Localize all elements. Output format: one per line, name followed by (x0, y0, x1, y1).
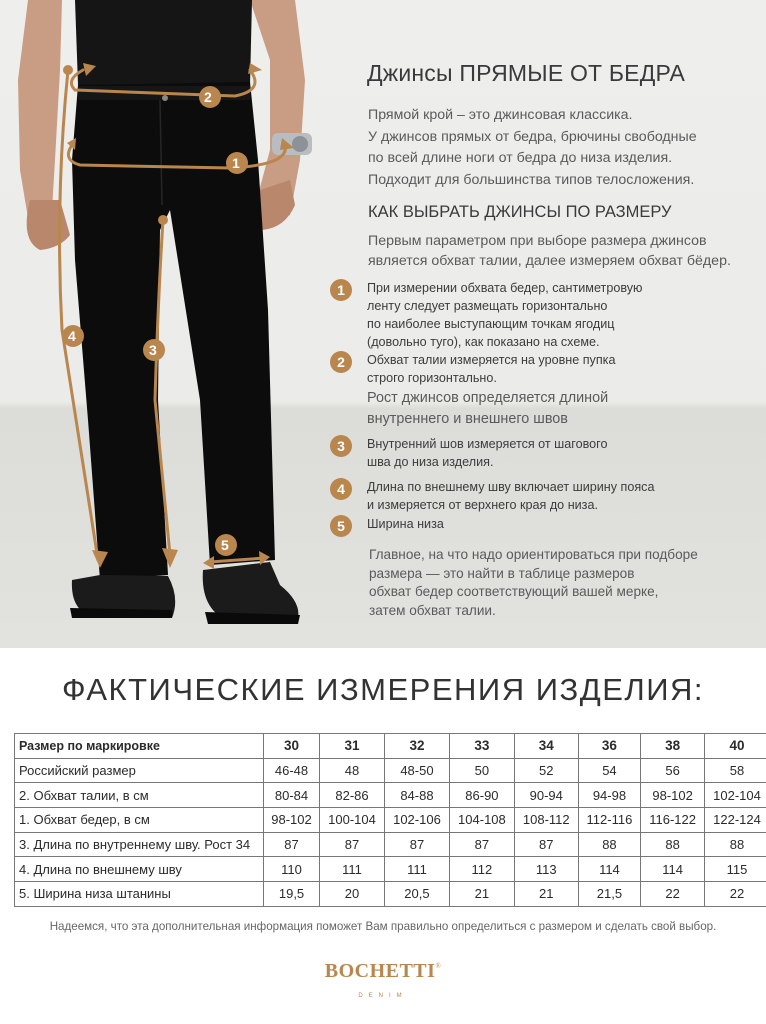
step-line: строго горизонтально. (367, 371, 497, 385)
table-cell: 54 (578, 758, 641, 783)
table-cell: 48-50 (384, 758, 449, 783)
info-panel (330, 0, 766, 648)
brand-logo (0, 960, 766, 983)
header-cell: 30 (264, 734, 320, 759)
table-cell: 88 (641, 832, 705, 857)
table-cell: 102-104 (704, 783, 766, 808)
number-badge: 4 (330, 478, 352, 500)
header-cell: 40 (704, 734, 766, 759)
table-cell: 48 (320, 758, 385, 783)
step-line: При измерении обхвата бедер, сантиметровую (367, 281, 643, 295)
table-cell: 21,5 (578, 882, 641, 907)
table-cell: 111 (384, 857, 449, 882)
table-cell: 86-90 (449, 783, 514, 808)
size-table (14, 733, 766, 907)
header-cell: Размер по маркировке (15, 734, 264, 759)
row-label: 1. Обхват бедер, в см (15, 808, 264, 833)
marker-2: 2 (204, 89, 212, 105)
step-text (367, 279, 642, 351)
table-row (15, 783, 766, 808)
final-advice (369, 546, 698, 620)
table-cell: 52 (514, 758, 578, 783)
table-cell: 104-108 (449, 808, 514, 833)
lead-line: является обхват талии, далее измеряем обхват бёдер. (368, 253, 731, 269)
intro-line: У джинсов прямых от бедра, брючины свободные (368, 128, 697, 145)
table-cell: 87 (384, 832, 449, 857)
table-cell: 116-122 (641, 808, 705, 833)
row-label: Российский размер (15, 758, 264, 783)
table-cell: 22 (641, 882, 705, 907)
header-cell: 34 (514, 734, 578, 759)
table-cell: 113 (514, 857, 578, 882)
step-text (367, 435, 607, 471)
header-cell: 33 (449, 734, 514, 759)
table-cell: 111 (320, 857, 385, 882)
intro-text (368, 105, 697, 191)
table-cell: 88 (578, 832, 641, 857)
table-row (15, 882, 766, 907)
table-cell: 122-124 (704, 808, 766, 833)
table-cell: 84-88 (384, 783, 449, 808)
step-3 (330, 435, 607, 471)
table-cell: 112 (449, 857, 514, 882)
final-line: размера — это найти в таблице размеров (369, 565, 635, 581)
table-row (15, 808, 766, 833)
height-note (367, 388, 608, 430)
header-cell: 36 (578, 734, 641, 759)
row-label: 2. Обхват талии, в см (15, 783, 264, 808)
step-text (367, 351, 615, 387)
header-cell: 38 (641, 734, 705, 759)
table-cell: 21 (449, 882, 514, 907)
step-line: ленту следует размещать горизонтально (367, 299, 608, 313)
step-line: Длина по внешнему шву включает ширину пояса (367, 480, 655, 494)
row-label: 3. Длина по внутреннему шву. Рост 34 (15, 832, 264, 857)
step-text (367, 478, 654, 514)
table-cell: 100-104 (320, 808, 385, 833)
step-1 (330, 279, 642, 351)
table-cell: 46-48 (264, 758, 320, 783)
row-label: 4. Длина по внешнему шву (15, 857, 264, 882)
number-badge: 1 (330, 279, 352, 301)
header-cell: 31 (320, 734, 385, 759)
table-row (15, 857, 766, 882)
table-cell: 56 (641, 758, 705, 783)
mid-line: внутреннего и внешнего швов (367, 411, 568, 427)
table-row (15, 758, 766, 783)
table-cell: 20,5 (384, 882, 449, 907)
table-cell: 20 (320, 882, 385, 907)
table-cell: 114 (578, 857, 641, 882)
table-cell: 98-102 (264, 808, 320, 833)
number-badge: 5 (330, 515, 352, 537)
marker-4: 4 (68, 328, 76, 344)
brand-subtitle: DENIM (358, 993, 408, 999)
table-cell: 22 (704, 882, 766, 907)
intro-line: по всей длине ноги от бедра до низа изделия. (368, 150, 673, 166)
intro-line: Прямой крой – это джинсовая классика. (368, 107, 633, 123)
lead-text (368, 231, 731, 271)
number-badge: 3 (330, 435, 352, 457)
table-cell: 108-112 (514, 808, 578, 833)
table-cell: 21 (514, 882, 578, 907)
step-line: и измеряется от верхнего края до низа. (367, 498, 598, 512)
table-cell: 80-84 (264, 783, 320, 808)
step-2 (330, 351, 615, 387)
footer-note: Надеемся, что эта дополнительная информация поможет Вам правильно определиться с размером и сделать свой выбор. (49, 920, 717, 933)
final-line: затем обхват талии. (369, 602, 496, 618)
step-line: Ширина низа (367, 517, 444, 531)
table-row (15, 832, 766, 857)
intro-line: Подходит для большинства типов телосложения. (368, 171, 695, 188)
table-cell: 110 (264, 857, 320, 882)
table-cell: 58 (704, 758, 766, 783)
table-cell: 102-106 (384, 808, 449, 833)
table-cell: 114 (641, 857, 705, 882)
table-cell: 82-86 (320, 783, 385, 808)
table-cell: 94-98 (578, 783, 641, 808)
brand-name: BOCHETTI (324, 960, 436, 982)
table-header-row (15, 734, 766, 759)
step-line: шва до низа изделия. (367, 455, 494, 469)
step-4 (330, 478, 654, 514)
step-line: Внутренний шов измеряется от шагового (367, 437, 608, 451)
table-cell: 87 (449, 832, 514, 857)
step-line: по наиболее выступающим точкам ягодиц (367, 317, 615, 331)
table-cell: 115 (704, 857, 766, 882)
marker-1: 1 (232, 155, 240, 171)
mid-line: Рост джинсов определяется длиной (367, 390, 609, 406)
header-cell: 32 (384, 734, 449, 759)
lead-line: Первым параметром при выборе размера джинсов (368, 233, 707, 249)
row-label: 5. Ширина низа штанины (15, 882, 264, 907)
jeans-model-photo (0, 0, 330, 648)
product-title: Джинсы ПРЯМЫЕ ОТ БЕДРА (367, 60, 686, 86)
table-cell: 50 (449, 758, 514, 783)
section-subtitle: КАК ВЫБРАТЬ ДЖИНСЫ ПО РАЗМЕРУ (368, 203, 672, 221)
step-line: (довольно туго), как показано на схеме. (367, 335, 600, 349)
table-cell: 112-116 (578, 808, 641, 833)
table-cell: 90-94 (514, 783, 578, 808)
table-cell: 19,5 (264, 882, 320, 907)
table-cell: 87 (264, 832, 320, 857)
table-cell: 87 (514, 832, 578, 857)
registered-mark: ® (435, 962, 442, 970)
marker-3: 3 (149, 342, 157, 358)
step-line: Обхват талии измеряется на уровне пупка (367, 353, 616, 367)
table-cell: 87 (320, 832, 385, 857)
step-5 (330, 515, 444, 537)
final-line: обхват бедер соответствующий вашей мерке, (369, 584, 659, 599)
step-text (367, 515, 444, 533)
measurements-title: ФАКТИЧЕСКИЕ ИЗМЕРЕНИЯ ИЗДЕЛИЯ: (61, 672, 705, 707)
final-line: Главное, на что надо ориентироваться при подборе (369, 547, 698, 562)
table-cell: 98-102 (641, 783, 705, 808)
marker-5: 5 (221, 537, 229, 553)
number-badge: 2 (330, 351, 352, 373)
table-cell: 88 (704, 832, 766, 857)
